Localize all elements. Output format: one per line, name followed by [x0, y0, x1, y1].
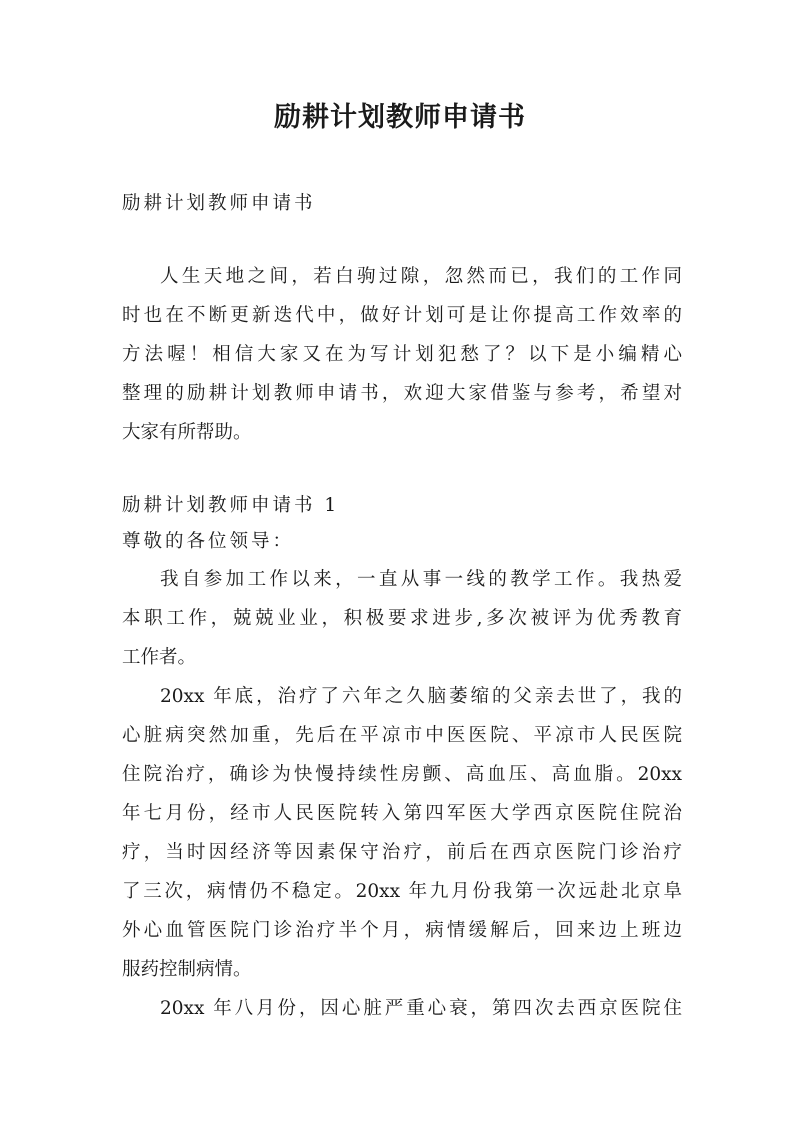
paragraph-line: 20xx 年八月份，因心脏严重心衰，第四次去西京医院住: [160, 998, 682, 1019]
paragraph-line: 心脏病突然加重，先后在平凉市中医医院、平凉市人民医院: [122, 725, 682, 746]
intro-paragraph: [122, 257, 682, 452]
paragraph-line: 年七月份，经市人民医院转入第四军医大学西京医院住院治: [122, 803, 682, 824]
paragraph-line: 疗，当时因经济等因素保守治疗，前后在西京医院门诊治疗: [122, 842, 682, 863]
intro-line: 整理的励耕计划教师申请书，欢迎大家借鉴与参考，希望对: [122, 383, 682, 404]
intro-line: 大家有所帮助。: [122, 422, 252, 443]
paragraph-line: 工作者。: [122, 647, 197, 668]
paragraph-line: 了三次，病情仍不稳定。20xx 年九月份我第一次远赴北京阜: [122, 881, 682, 902]
document-title: 励耕计划教师申请书: [274, 102, 526, 133]
paragraph-line: 服药控制病情。: [122, 959, 252, 980]
salutation: 尊敬的各位领导：: [122, 531, 295, 552]
paragraph-2: [122, 677, 682, 989]
section-heading: 励耕计划教师申请书 1: [122, 495, 340, 516]
intro-line: 人生天地之间，若白驹过隙，忽然而已，我们的工作同: [160, 266, 682, 287]
paragraph-line: 住院治疗，确诊为快慢持续性房颤、高血压、高血脂。20xx: [122, 764, 682, 785]
intro-line: 方法喔！相信大家又在为写计划犯愁了？以下是小编精心: [122, 344, 682, 365]
paragraph-line: 本职工作，兢兢业业，积极要求进步,多次被评为优秀教育: [122, 608, 682, 629]
paragraph-line: 20xx 年底，治疗了六年之久脑萎缩的父亲去世了，我的: [160, 686, 682, 707]
paragraph-line: 外心血管医院门诊治疗半个月，病情缓解后，回来边上班边: [122, 920, 682, 941]
intro-line: 时也在不断更新迭代中，做好计划可是让你提高工作效率的: [122, 305, 682, 326]
paragraph-line: 我自参加工作以来，一直从事一线的教学工作。我热爱: [160, 569, 682, 590]
document-subtitle: 励耕计划教师申请书: [122, 193, 316, 214]
paragraph-3: [122, 989, 682, 1028]
paragraph-1: [122, 560, 682, 677]
